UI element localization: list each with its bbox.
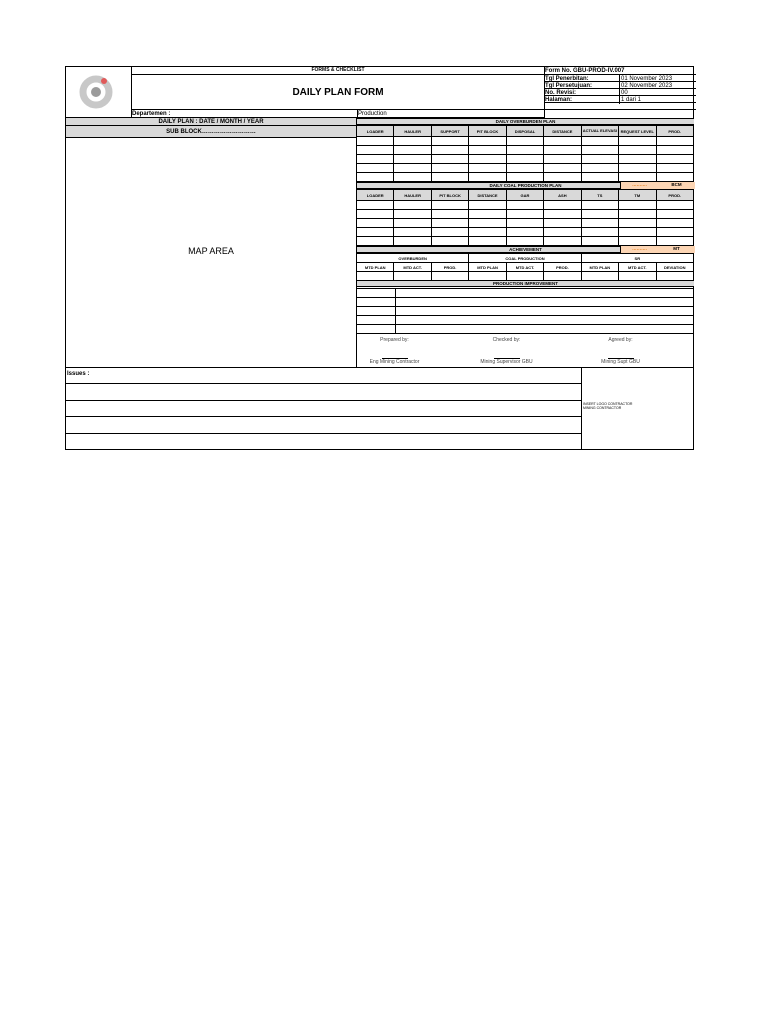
- coal-col-ts: TS: [581, 190, 618, 201]
- table-row: [357, 210, 694, 219]
- coal-col-distance: DISTANCE: [469, 190, 506, 201]
- ob-col-request-level: REQUEST LEVEL: [619, 126, 656, 137]
- ach-col-ob-mtd-act: MTD ACT.: [394, 263, 431, 272]
- achievement-unit-mt: MT: [673, 246, 680, 251]
- table-row: [357, 173, 694, 182]
- issues-row[interactable]: [66, 417, 582, 434]
- coal-unit-bcm: BCM: [671, 182, 682, 187]
- coal-col-hauler: HAULER: [394, 190, 431, 201]
- department-value: Production: [357, 110, 544, 118]
- ob-col-prod: PROD.: [656, 126, 694, 137]
- ob-col-pit-block: PIT BLOCK: [469, 126, 506, 137]
- coal-unit-cell: ………. BCM: [620, 182, 695, 189]
- map-area-label: MAP AREA: [188, 246, 234, 256]
- achievement-table: [356, 253, 694, 281]
- ob-col-loader: LOADER: [357, 126, 394, 137]
- ob-col-disposal: DISPOSAL: [506, 126, 543, 137]
- contractor-logo-placeholder: INSERT LOGO CONTRACTOR MINING CONTRACTOR: [583, 402, 633, 410]
- overburden-plan-title: DAILY OVERBURDEN PLAN: [357, 118, 694, 125]
- ach-col-ob-prod: PROD.: [431, 263, 468, 272]
- checked-by-label: Checked by:: [492, 337, 521, 343]
- coal-col-loader: LOADER: [357, 190, 394, 201]
- agreed-by-name: Mining Supt GBU: [601, 359, 640, 365]
- meta-blank-row: [545, 103, 696, 110]
- map-area[interactable]: [66, 138, 357, 367]
- table-row: [357, 146, 694, 155]
- ob-col-distance: DISTANCE: [544, 126, 581, 137]
- ach-col-sr-mtd-act: MTD ACT.: [619, 263, 656, 272]
- overburden-plan-table: [356, 125, 694, 182]
- ach-col-coal-mtd-plan: MTD PLAN: [469, 263, 506, 272]
- daily-plan-form-sheet: [65, 66, 694, 450]
- table-row: [357, 137, 694, 146]
- ach-group-coal-production: COAL PRODUCTION: [469, 254, 581, 263]
- table-row: [357, 298, 694, 307]
- table-row: [357, 237, 694, 246]
- table-row: [357, 164, 694, 173]
- table-row: [357, 228, 694, 237]
- coal-col-gar: GAR: [506, 190, 543, 201]
- prepared-by-name: Eng Mining Contractor: [369, 359, 420, 365]
- table-row: [357, 316, 694, 325]
- issues-section: [66, 367, 693, 450]
- meta-row-approval-date: Tgl Persetujuan: 02 November 2023: [545, 82, 696, 89]
- ob-col-support: SUPPORT: [431, 126, 468, 137]
- sub-block: SUB BLOCK………………………: [66, 126, 357, 138]
- coal-col-tm: TM: [619, 190, 656, 201]
- form-title: DAILY PLAN FORM: [132, 75, 544, 110]
- issues-row[interactable]: [66, 401, 582, 417]
- issues-row[interactable]: [66, 368, 582, 384]
- table-row: [357, 325, 694, 334]
- ach-col-coal-prod: PROD.: [544, 263, 581, 272]
- department-label: Departemen :: [132, 110, 357, 118]
- ach-col-sr-deviation: DEVIATION: [656, 263, 694, 272]
- form-number: Form No. GBU-PROD-IV.007: [545, 67, 696, 75]
- meta-row-revision: No. Revisi: 00: [545, 89, 696, 96]
- meta-row-page: Halaman: 1 dari 1: [545, 96, 696, 103]
- production-improvement-table: [356, 288, 694, 334]
- table-row: [357, 289, 694, 298]
- logo-cell: [66, 67, 132, 118]
- table-row: [357, 219, 694, 228]
- company-logo-icon: [66, 67, 132, 118]
- issues-row[interactable]: [66, 434, 582, 450]
- agreed-by-label: Agreed by:: [608, 337, 633, 343]
- ach-col-coal-mtd-act: MTD ACT.: [506, 263, 543, 272]
- ach-col-sr-mtd-plan: MTD PLAN: [581, 263, 618, 272]
- meta-row-issue-date: Tgl Penerbitan: 01 November 2023: [545, 75, 696, 82]
- issues-row[interactable]: [66, 384, 582, 401]
- form-category: FORMS & CHECKLIST: [132, 67, 544, 75]
- daily-plan-date: DAILY PLAN : DATE / MONTH / YEAR: [66, 118, 357, 126]
- coal-production-plan-table: [356, 189, 694, 246]
- ach-group-sr: SR: [581, 254, 693, 263]
- prepared-by-label: Prepared by:: [380, 337, 409, 343]
- ob-col-hauler: HAULER: [394, 126, 431, 137]
- production-improvement-title: PRODUCTION IMPROVEMENT: [357, 280, 694, 287]
- form-meta-block: [544, 67, 695, 118]
- coal-col-pit-block: PIT BLOCK: [431, 190, 468, 201]
- achievement-unit-cell: ………. MT: [620, 246, 695, 253]
- table-row: [357, 201, 694, 210]
- signature-block: [357, 335, 694, 367]
- coal-col-prod: PROD.: [656, 190, 694, 201]
- ach-col-ob-mtd-plan: MTD PLAN: [357, 263, 394, 272]
- checked-by-name: Mining Supervisor GBU: [480, 359, 533, 365]
- issues-label: Issues :: [67, 371, 90, 377]
- ach-group-overburden: OVERBURDEN: [357, 254, 469, 263]
- table-row: [357, 307, 694, 316]
- table-row: [357, 155, 694, 164]
- ob-col-actual-elevasi: ACTUAL ELEVASI: [581, 126, 618, 137]
- coal-col-ash: ASH: [544, 190, 581, 201]
- achievement-title: ACHIEVEMENT ………. MT: [357, 246, 694, 253]
- coal-production-plan-title: DAILY COAL PRODUCTION PLAN ………. BCM: [357, 182, 694, 189]
